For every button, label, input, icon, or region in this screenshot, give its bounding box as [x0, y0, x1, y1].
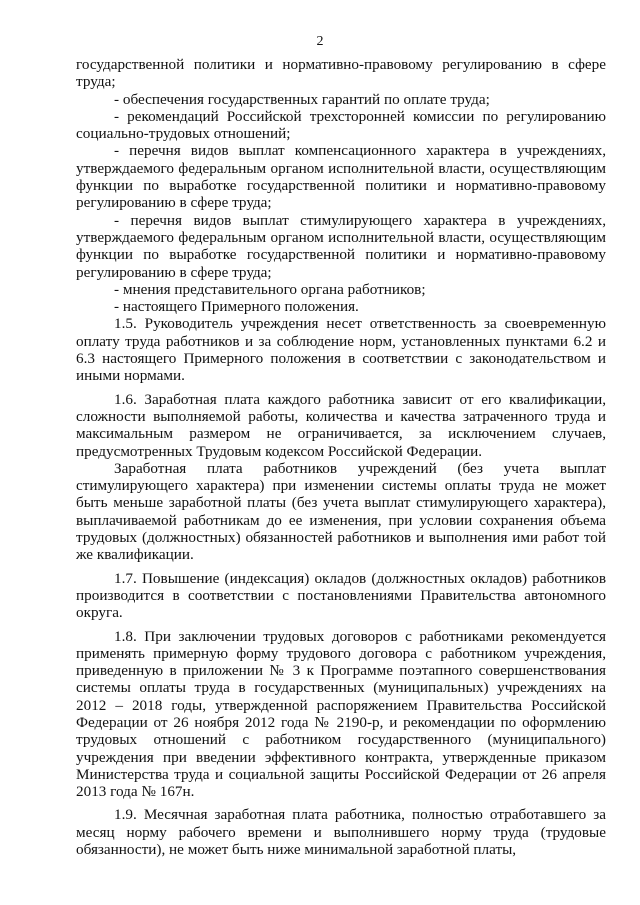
- list-item: - обеспечения государственных гарантий по оплате труда;: [114, 90, 490, 108]
- paragraph: государственной политики и нормативно-правовому регулированию в сфере труда;: [76, 56, 606, 91]
- list-item: - настоящего Примерного положения.: [114, 298, 359, 316]
- clause-1-7: 1.7. Повышение (индексация) окладов (должностных окладов) работников производится в соответствии с постановлениями Правительства автономного округа.: [76, 569, 606, 622]
- list-item: - мнения представительного органа работников;: [114, 280, 426, 298]
- page-number: 2: [316, 34, 324, 49]
- clause-1-6: 1.6. Заработная плата каждого работника зависит от его квалификации, сложности выполняемой работы, количества и качества затраченного труда и максимальным размером не ограничивается, за исключением случаев, предусмотренных Трудовым кодексом Российской Федерации.: [76, 390, 606, 460]
- list-item: - перечня видов выплат стимулирующего характера в учреждениях, утверждаемого федеральным органом исполнительной власти, осуществляющим функции по выработке государственной политики и нормативно-правовому регулированию в сфере труда;: [76, 211, 606, 281]
- document-body: [76, 56, 606, 858]
- clause-1-5: 1.5. Руководитель учреждения несет ответственность за своевременную оплату труда работников и за соблюдение норм, установленных пунктами 6.2 и 6.3 настоящего Примерного положения в соответствии с законодательством и иными нормами.: [76, 315, 606, 385]
- clause-1-8: 1.8. При заключении трудовых договоров с работниками рекомендуется применять примерную форму трудового договора с работником учреждения, приведенную в приложении № 3 к Программе поэтапного совершенствования системы оплаты труда в государственных (муниципальных) учреждениях на 2012 – 2018 годы, утвержденной распоряжением Правительства Российской Федерации от 26 ноября 2012 года № 2190-р, и рекомендации по оформлению трудовых отношений с работником государственного (муниципального) учреждения при введении эффективного контракта, утвержденные приказом Министерства труда и социальной защиты Российской Федерации от 26 апреля 2013 года № 167н.: [76, 627, 606, 801]
- list-item: - перечня видов выплат компенсационного характера в учреждениях, утверждаемого федеральным органом исполнительной власти, осуществляющим функции по выработке государственной политики и нормативно-правовому регулированию в сфере труда;: [76, 142, 606, 212]
- clause-1-9: 1.9. Месячная заработная плата работника, полностью отработавшего за месяц норму рабочего времени и выполнившего норму труда (трудовые обязанности), не может быть ниже минимальной заработной платы,: [76, 806, 606, 859]
- paragraph: Заработная плата работников учреждений (без учета выплат стимулирующего характера) при изменении системы оплаты труда не может быть меньше заработной платы (без учета выплат стимулирующего характера), выплачиваемой работникам до ее изменения, при условии сохранения объема трудовых (должностных) обязанностей работников и выполнения ими работ той же квалификации.: [76, 459, 606, 564]
- list-item: - рекомендаций Российской трехсторонней комиссии по регулированию социально-трудовых отношений;: [76, 107, 606, 143]
